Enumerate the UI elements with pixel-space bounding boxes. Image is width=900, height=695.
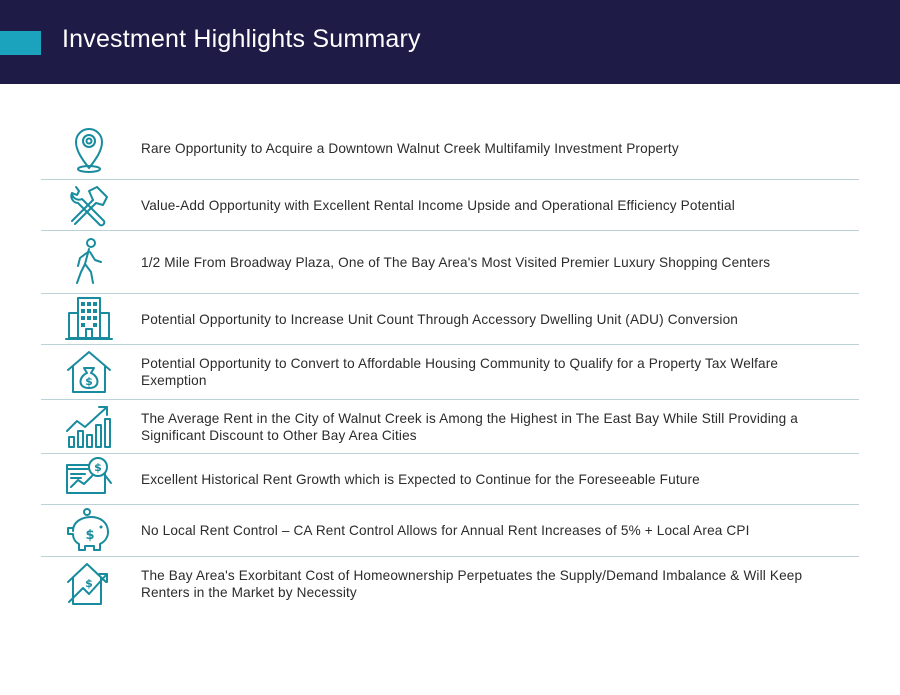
- tools-icon: [63, 179, 115, 231]
- house-price-growth-icon: [63, 558, 115, 610]
- highlight-text: Value-Add Opportunity with Excellent Rental Income Upside and Operational Efficiency Potential: [141, 197, 735, 213]
- svg-text:$: $: [94, 461, 102, 474]
- highlight-row: [41, 345, 859, 400]
- highlight-text: Excellent Historical Rent Growth which is Expected to Continue for the Foreseeable Future: [141, 471, 700, 487]
- highlights-list: [41, 117, 859, 611]
- svg-text:$: $: [85, 577, 93, 590]
- highlight-row: [41, 231, 859, 294]
- svg-text:$: $: [85, 375, 93, 388]
- highlight-text: No Local Rent Control – CA Rent Control Allows for Annual Rent Increases of 5% + Local Area CPI: [141, 523, 750, 538]
- page-title: Investment Highlights Summary: [62, 25, 421, 53]
- highlight-text: Potential Opportunity to Increase Unit Count Through Accessory Dwelling Unit (ADU) Conversion: [141, 311, 738, 327]
- highlight-row: [41, 557, 859, 611]
- walking-person-icon: [63, 236, 115, 288]
- highlight-text: Rare Opportunity to Acquire a Downtown Walnut Creek Multifamily Investment Property: [141, 140, 679, 156]
- piggy-bank-icon: [63, 505, 115, 557]
- header-accent-bar: [0, 31, 41, 55]
- header-bar: [0, 0, 900, 84]
- highlight-row: [41, 117, 859, 180]
- financial-report-icon: [63, 453, 115, 505]
- house-money-bag-icon: [63, 346, 115, 398]
- highlight-text: The Average Rent in the City of Walnut Creek is Among the Highest in The East Bay While Still Providing a Significant Discount to Other Bay Area Cities: [141, 410, 798, 443]
- bar-chart-growth-icon: [63, 401, 115, 453]
- highlight-row: [41, 505, 859, 557]
- apartment-building-icon: [63, 293, 115, 345]
- highlight-text: 1/2 Mile From Broadway Plaza, One of The Bay Area's Most Visited Premier Luxury Shopping Centers: [141, 254, 771, 270]
- highlight-text: Potential Opportunity to Convert to Affordable Housing Community to Qualify for a Property Tax Welfare Exemption: [141, 356, 779, 388]
- svg-text:$: $: [85, 527, 95, 543]
- highlight-text: The Bay Area's Exorbitant Cost of Homeownership Perpetuates the Supply/Demand Imbalance & Will Keep Renters in the Market by Necessity: [141, 568, 803, 600]
- location-pin-icon: [63, 122, 115, 174]
- highlight-row: [41, 180, 859, 231]
- highlight-row: [41, 294, 859, 345]
- highlight-row: [41, 454, 859, 505]
- highlight-row: [41, 400, 859, 454]
